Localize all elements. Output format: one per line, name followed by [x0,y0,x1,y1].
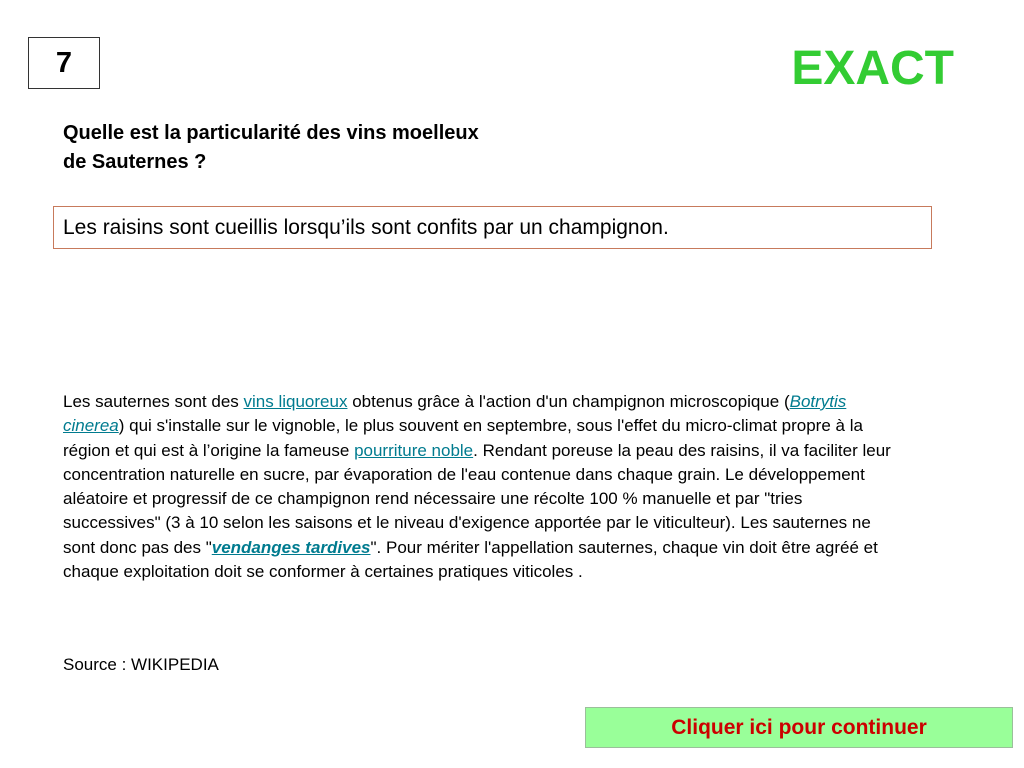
explanation-text-2: obtenus grâce à l'action d'un champignon microscopique ( [347,392,790,411]
explanation-text-3: ) qui s'installe sur le vignoble, le plus souvent en septembre, sous l'effet du micro-climat propre à la région et qui est à l’origine la fameuse [63,416,863,460]
link-vendanges-tardives[interactable]: vendanges tardives [211,537,371,557]
link-botrytis-cinerea[interactable]: Botrytis cinerea [63,392,847,436]
explanation-paragraph [63,390,903,584]
result-label: EXACT [791,42,954,95]
answer-text: Les raisins sont cueillis lorsqu’ils sont confits par un champignon. [63,216,669,239]
link-pourriture-noble[interactable]: pourriture noble [354,440,474,460]
explanation-text-1: Les sauternes sont des [63,392,244,411]
continue-button[interactable] [585,707,1013,748]
question-number: 7 [55,46,73,79]
question-number-box [28,37,100,89]
question-line-2: de Sauternes ? [63,151,207,173]
continue-button-label: Cliquer ici pour continuer [671,715,927,739]
question-line-1: Quelle est la particularité des vins moelleux [63,122,479,144]
explanation-text-5: ". Pour mériter l'appellation sauternes, chaque vin doit être agréé et chaque exploitation doit se conformer à certaines pratiques viticoles . [63,537,878,582]
source-text: Source : WIKIPEDIA [63,655,219,674]
question-text [63,119,623,177]
explanation-text-4: . Rendant poreuse la peau des raisins, il va faciliter leur concentration naturelle en sucre, par évaporation de l'eau contenue dans chaque grain. Le développement aléatoire et progressif de ce champignon rend nécessaire une récolte 100 % manuelle et par "tries successives" (3 à 10 selon les saisons et le niveau d'exigence apportée par le viticulteur). Les sauternes ne sont donc pas des " [63,440,891,557]
answer-box [53,206,932,249]
link-vins-liquoreux[interactable]: vins liquoreux [243,392,348,411]
